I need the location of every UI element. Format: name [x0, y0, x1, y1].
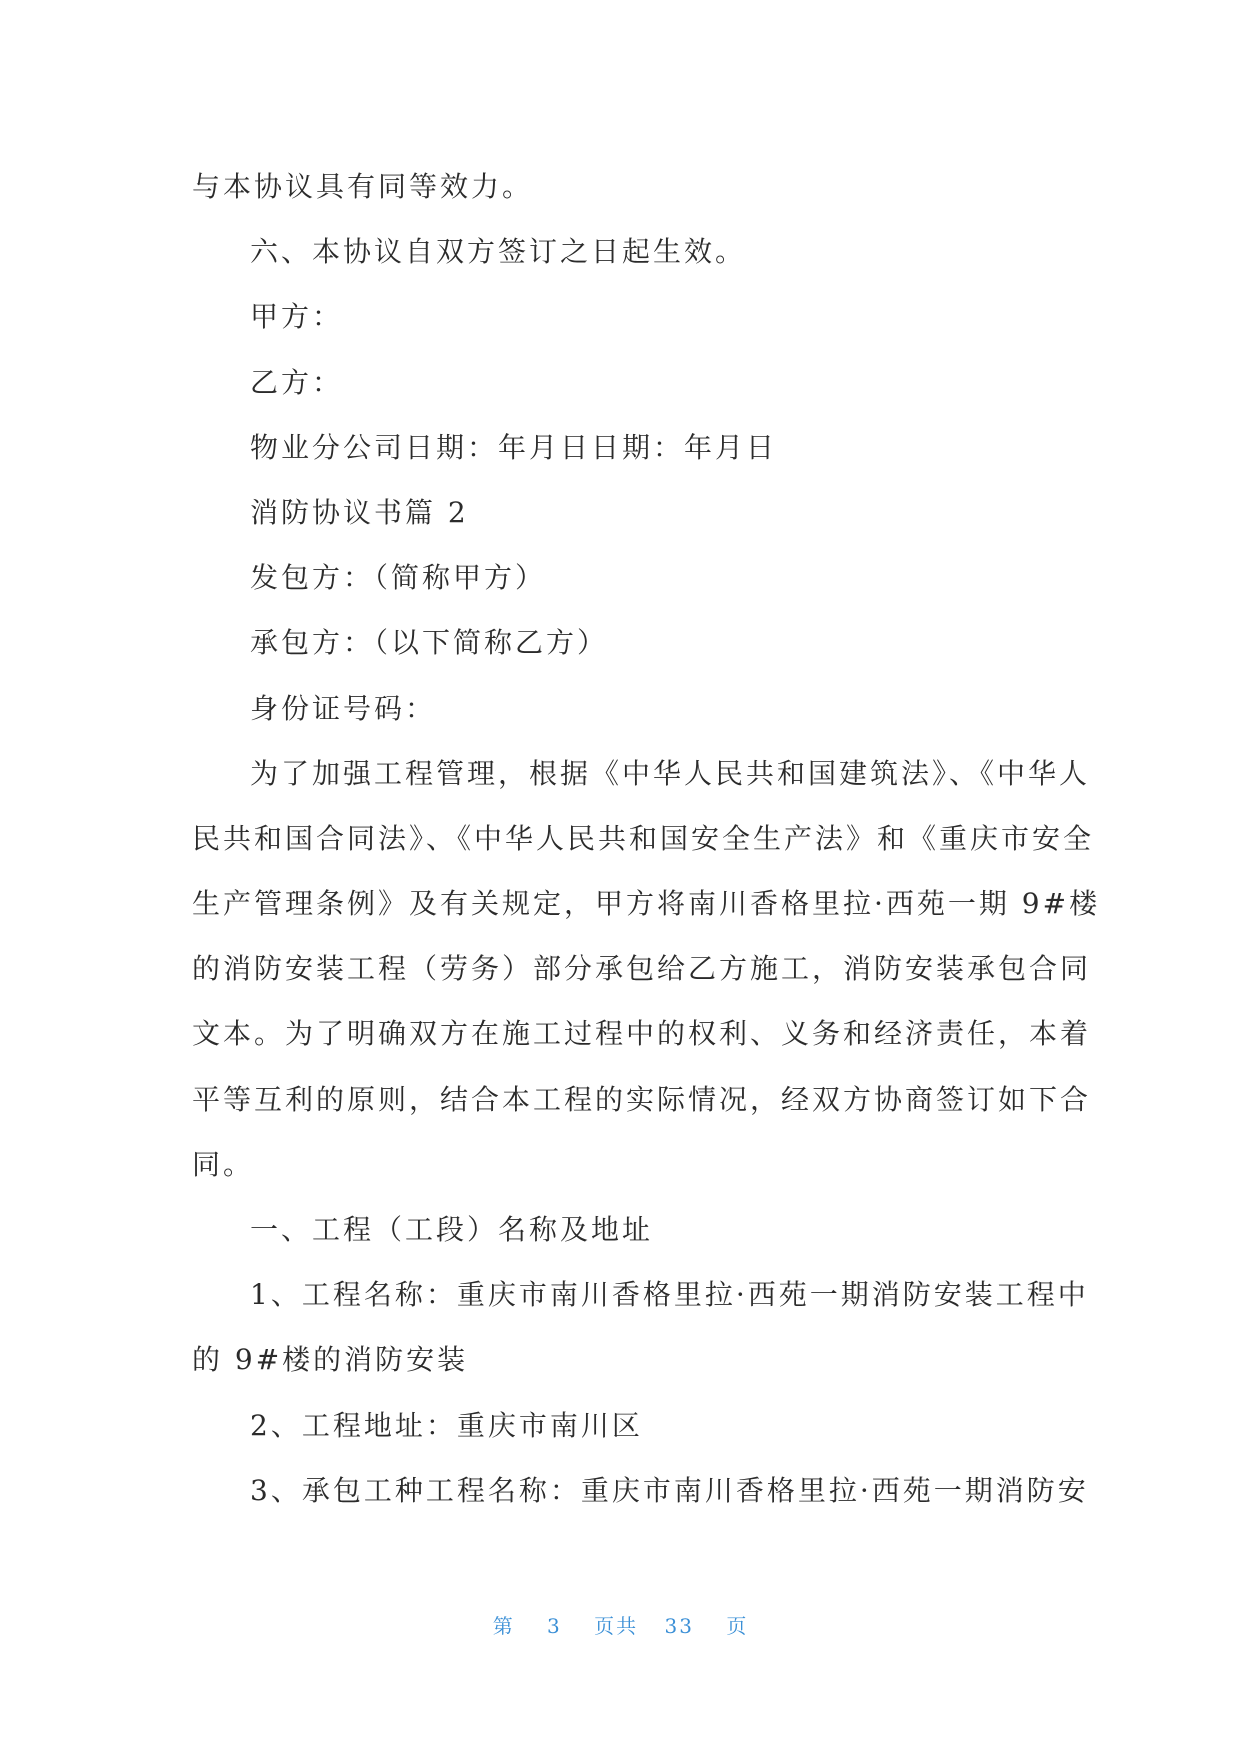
party-a-label: 甲方： [250, 300, 344, 334]
paragraph-line: 与本协议具有同等效力。 [192, 170, 534, 203]
clause-item: 2、工程地址：重庆市南川区 [250, 1408, 643, 1442]
paragraph-line: 同。 [192, 1147, 255, 1181]
party-b-label: 乙方： [250, 365, 344, 399]
footer-end-label: 页 [726, 1614, 749, 1638]
paragraph-line: 平等互利的原则，结合本工程的实际情况，经双方协商签订如下合 [192, 1082, 1092, 1116]
subcontractor-line: 承包方：（以下简称乙方） [250, 626, 609, 660]
page-footer [0, 1610, 1241, 1639]
id-number-line: 身份证号码： [250, 691, 437, 725]
document-body [192, 154, 1101, 1523]
paragraph-line: 六、本协议自双方签订之日起生效。 [250, 235, 747, 269]
signature-date-line: 物业分公司日期：年月日日期：年月日 [250, 430, 778, 464]
footer-current-page: 3 [547, 1614, 562, 1638]
clause-heading: 一、工程（工段）名称及地址 [250, 1213, 654, 1246]
paragraph-line: 文本。为了明确双方在施工过程中的权利、义务和经济责任，本着 [192, 1017, 1092, 1051]
clause-item-continued: 的 9#楼的消防安装 [192, 1343, 469, 1377]
paragraph-line: 为了加强工程管理，根据《中华人民共和国建筑法》、《中华人 [250, 756, 1091, 790]
paragraph-line: 生产管理条例》及有关规定，甲方将南川香格里拉·西苑一期 9#楼 [192, 887, 1101, 921]
section-title: 消防协议书篇 2 [250, 495, 469, 529]
clause-item: 1、工程名称：重庆市南川香格里拉·西苑一期消防安装工程中 [250, 1278, 1089, 1312]
paragraph-line: 的消防安装工程（劳务）部分承包给乙方施工，消防安装承包合同 [192, 952, 1092, 986]
footer-page-label: 第 [492, 1614, 515, 1638]
footer-of-label: 页共 [594, 1614, 639, 1638]
clause-item: 3、承包工种工程名称：重庆市南川香格里拉·西苑一期消防安 [250, 1473, 1089, 1507]
contractor-line: 发包方：（简称甲方） [250, 561, 547, 595]
footer-total-pages: 33 [664, 1614, 694, 1638]
paragraph-line: 民共和国合同法》、《中华人民共和国安全生产法》和《重庆市安全 [192, 821, 1095, 855]
